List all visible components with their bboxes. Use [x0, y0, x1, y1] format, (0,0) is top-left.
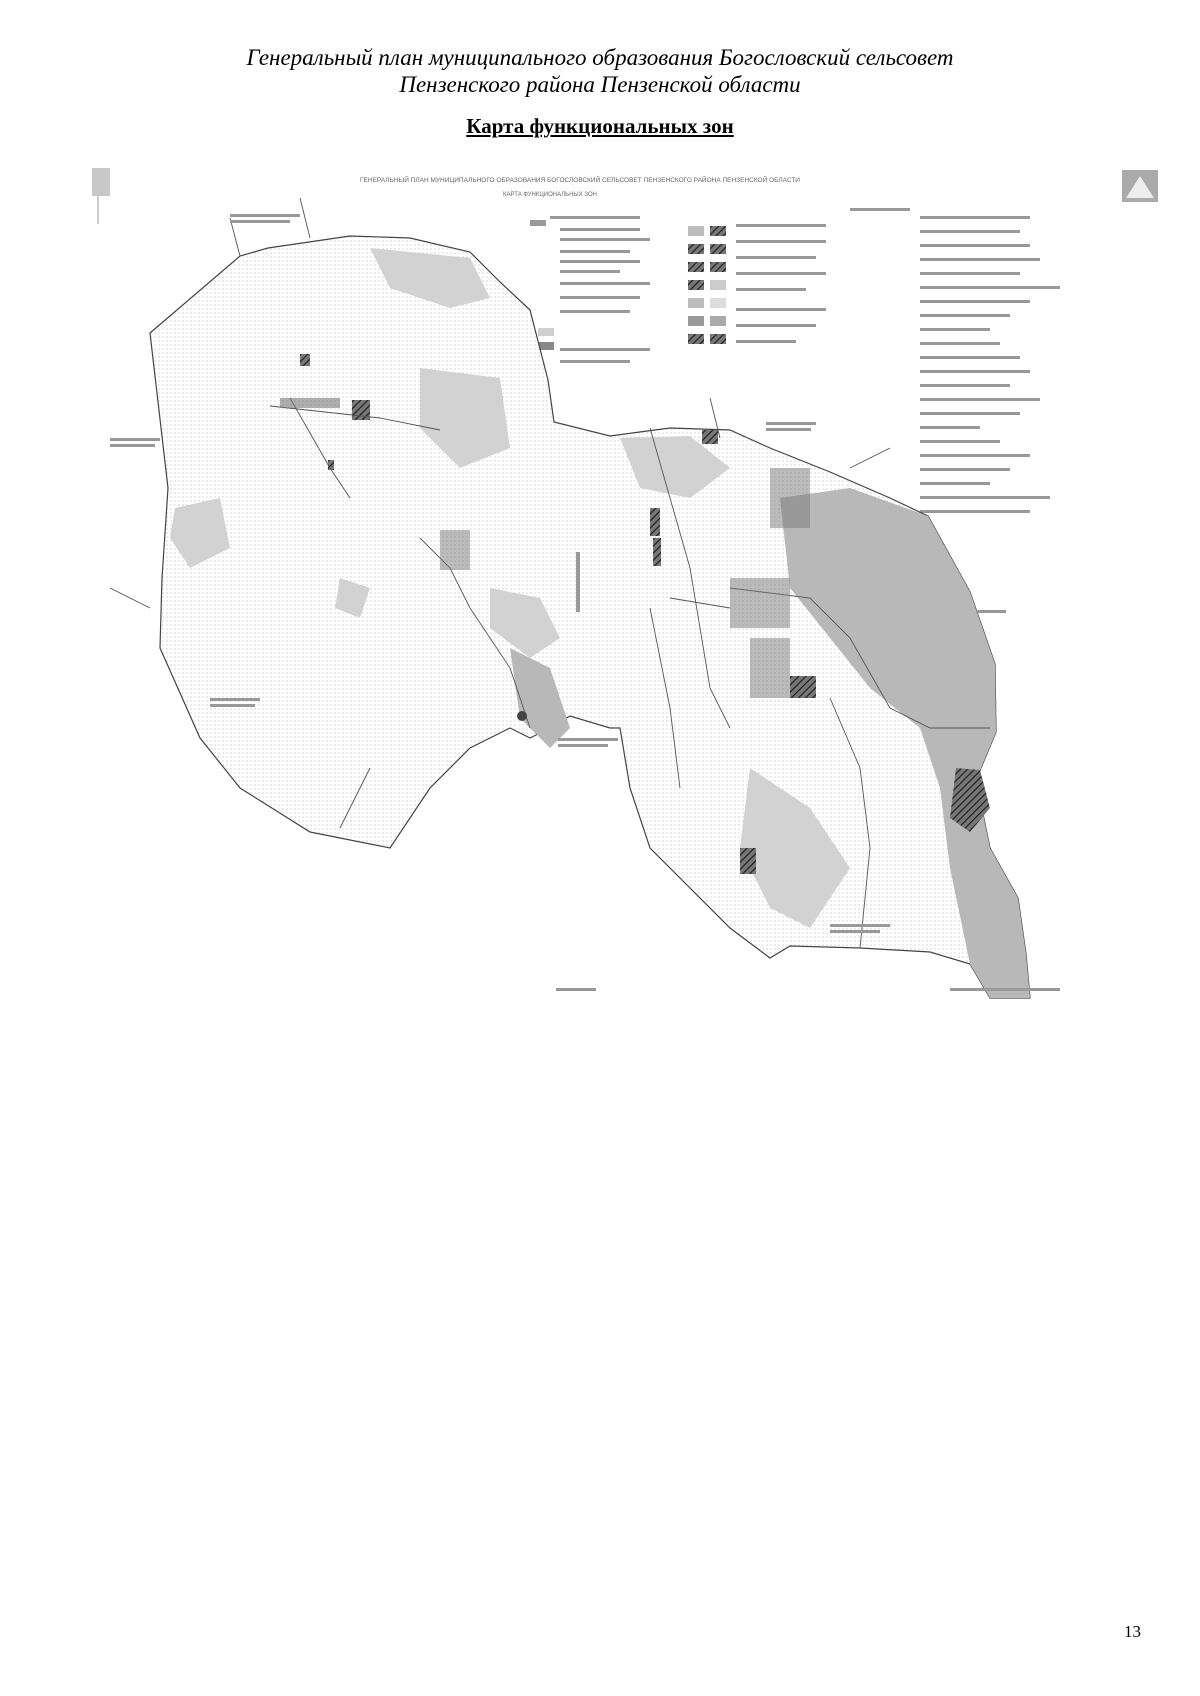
map-heading: Карта функциональных зон [466, 114, 734, 138]
document-header [0, 44, 1200, 98]
header-line-2: Пензенского района Пензенской области [399, 72, 801, 97]
functional-zones-map [90, 168, 1162, 1088]
page-number: 13 [1124, 1622, 1141, 1641]
map-corner-mark-left [92, 168, 110, 196]
header-line-1: Генеральный план муниципального образования Богословский сельсовет [246, 45, 954, 70]
map-inner-subtitle: КАРТА ФУНКЦИОНАЛЬНЫХ ЗОН [503, 192, 597, 198]
map-inner-title: ГЕНЕРАЛЬНЫЙ ПЛАН МУНИЦИПАЛЬНОГО ОБРАЗОВАНИЯ БОГОСЛОВСКИЙ СЕЛЬСОВЕТ ПЕНЗЕНСКОГО РАЙОНА ПЕНЗЕНСКОЙ ОБЛАСТИ [360, 177, 800, 184]
